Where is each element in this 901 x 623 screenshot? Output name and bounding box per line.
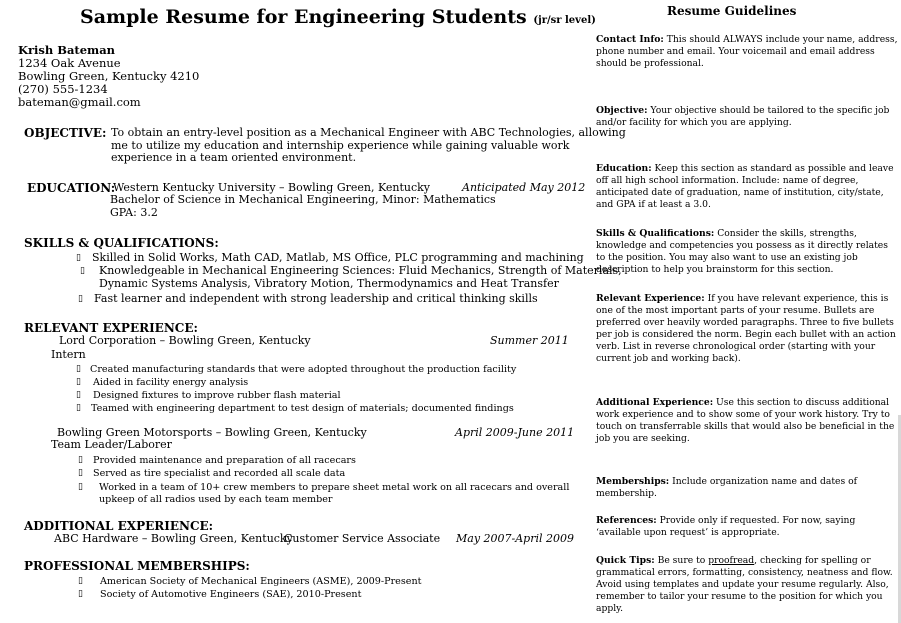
guide-objective <box>596 105 898 129</box>
education-date: Anticipated May 2012 <box>462 181 586 194</box>
bullet-icon: ▯ <box>76 377 81 387</box>
job1-bullet: Aided in facility energy analysis <box>93 377 249 388</box>
membership-item: American Society of Mechanical Engineers (ASME), 2009-Present <box>100 576 422 587</box>
bullet-icon: ▯ <box>78 294 83 304</box>
guide-relevant <box>596 293 898 365</box>
guide-label: Objective: <box>596 105 648 116</box>
contact-email: bateman@gmail.com <box>18 95 141 109</box>
guide-proofread: proofread <box>708 555 755 566</box>
skills-item: Fast learner and independent with strong leadership and critical thinking skills <box>94 292 538 305</box>
guide-education <box>596 163 898 211</box>
education-school: Western Kentucky University – Bowling Green, Kentucky <box>113 181 431 194</box>
bullet-icon: ▯ <box>76 403 81 413</box>
guide-text: Your objective should be tailored to the specific job and/or facility for which you are applying. <box>596 105 890 128</box>
guide-text: Provide only if requested. For now, saying ‘available upon request’ is appropriate. <box>596 515 856 538</box>
guide-additional <box>596 397 898 445</box>
objective-heading: OBJECTIVE: <box>24 126 107 140</box>
guide-label: References: <box>596 515 657 526</box>
guide-references <box>596 515 898 539</box>
education-degree: Bachelor of Science in Mechanical Engineering, Minor: Mathematics <box>110 193 496 206</box>
bullet-icon: ▯ <box>80 266 85 276</box>
guide-label: Skills & Qualifications: <box>596 228 715 239</box>
guide-text: Include organization name and dates of membership. <box>596 476 858 499</box>
guide-label: Quick Tips: <box>596 555 655 566</box>
additional-heading: ADDITIONAL EXPERIENCE: <box>24 519 214 533</box>
job2-role: Team Leader/Laborer <box>51 438 172 451</box>
job2-employer: Bowling Green Motorsports – Bowling Green, Kentucky <box>57 426 367 439</box>
job1-bullet: Teamed with engineering department to test design of materials; documented findings <box>91 403 514 414</box>
job1-bullet: Designed fixtures to improve rubber flash material <box>93 390 341 401</box>
guide-skills <box>596 228 898 276</box>
resume-title-text: Sample Resume for Engineering Students <box>80 6 527 28</box>
additional-role: Customer Service Associate <box>284 532 441 545</box>
additional-date: May 2007-April 2009 <box>456 532 575 545</box>
objective-line: experience in a team oriented environment. <box>111 151 357 164</box>
guide-memberships <box>596 476 898 500</box>
job1-role: Intern <box>51 348 86 361</box>
contact-name: Krish Bateman <box>18 43 116 57</box>
guide-contact <box>596 34 898 70</box>
experience-heading: RELEVANT EXPERIENCE: <box>24 321 198 335</box>
guide-quick-tips <box>596 555 898 615</box>
guide-label: Additional Experience: <box>596 397 714 408</box>
education-heading: EDUCATION: <box>27 181 116 195</box>
bullet-icon: ▯ <box>78 468 83 478</box>
guide-text: If you have relevant experience, this is one of the most important parts of your resume. Bullets are preferred over heavily worded paragraphs. Three to five bullets per job is considered the norm. Begin each bullet with an action verb. List in reverse chronological order (starting with your current job and working back). <box>596 293 896 364</box>
skills-item: Knowledgeable in Mechanical Engineering Sciences: Fluid Mechanics, Strength of Materials, <box>99 264 622 277</box>
membership-item: Society of Automotive Engineers (SAE), 2010-Present <box>100 589 362 600</box>
guide-text: , checking for spelling or grammatical errors, formatting, consistency, neatness and flow. Avoid using templates and update your resume regularly. Also, remember to tailor your resume to the position for which you apply. <box>596 555 893 614</box>
resume-title <box>80 6 596 28</box>
bullet-icon: ▯ <box>78 482 83 492</box>
guidelines-title: Resume Guidelines <box>667 4 797 18</box>
skills-heading: SKILLS & QUALIFICATIONS: <box>24 236 219 250</box>
skills-item: Skilled in Solid Works, Math CAD, Matlab, MS Office, PLC programming and machining <box>92 251 584 264</box>
bullet-icon: ▯ <box>76 253 81 263</box>
job1-date: Summer 2011 <box>490 334 569 347</box>
bullet-icon: ▯ <box>76 364 81 374</box>
contact-street: 1234 Oak Avenue <box>18 56 121 70</box>
guide-label: Contact Info: <box>596 34 664 45</box>
job1-employer: Lord Corporation – Bowling Green, Kentucky <box>59 334 311 347</box>
contact-phone: (270) 555-1234 <box>18 82 108 96</box>
additional-employer: ABC Hardware – Bowling Green, Kentucky <box>54 532 293 545</box>
job2-bullet: Provided maintenance and preparation of all racecars <box>93 455 356 466</box>
objective-line: me to utilize my education and internship experience while gaining valuable work <box>111 138 570 152</box>
bullet-icon: ▯ <box>78 455 83 465</box>
objective-text <box>111 127 626 165</box>
guide-label: Memberships: <box>596 476 670 487</box>
job2-date: April 2009-June 2011 <box>455 426 575 439</box>
bullet-icon: ▯ <box>76 390 81 400</box>
guide-label: Education: <box>596 163 652 174</box>
objective-line: To obtain an entry-level position as a Mechanical Engineer with ABC Technologies, allowing <box>111 126 626 139</box>
resume-title-note: (jr/sr level) <box>533 15 596 26</box>
guide-text: Consider the skills, strengths, knowledge and competencies you possess as it directly relates to the position. You may also want to use an existing job description to help you brainstorm for this section. <box>596 228 888 275</box>
job2-bullet-cont: upkeep of all radios used by each team member <box>99 494 333 505</box>
bullet-icon: ▯ <box>78 576 83 586</box>
job1-bullet: Created manufacturing standards that were adopted throughout the production facility <box>90 364 517 375</box>
memberships-heading: PROFESSIONAL MEMBERSHIPS: <box>24 559 250 573</box>
contact-city: Bowling Green, Kentucky 4210 <box>18 69 200 83</box>
guide-text: Use this section to discuss additional work experience and to show some of your work history. Try to touch on transferrable skills that would also be beneficial in the job you are seeking. <box>596 397 895 444</box>
guide-text-before: Be sure to <box>654 555 709 566</box>
job2-bullet: Served as tire specialist and recorded all scale data <box>93 468 346 479</box>
guide-text: Keep this section as standard as possible and leave off all high school information. Include: name of degree, anticipated date of graduation, name of institution, city/state, and GPA if at least a 3.0. <box>596 163 894 210</box>
guide-text: This should ALWAYS include your name, address, phone number and email. Your voicemail and email address should be professional. <box>596 34 898 69</box>
job2-bullet: Worked in a team of 10+ crew members to prepare sheet metal work on all racecars and overall <box>99 482 570 493</box>
contact-block <box>18 44 199 109</box>
bullet-icon: ▯ <box>78 589 83 599</box>
guide-label: Relevant Experience: <box>596 293 705 304</box>
education-gpa: GPA: 3.2 <box>110 206 158 219</box>
skills-item-cont: Dynamic Systems Analysis, Vibratory Motion, Thermodynamics and Heat Transfer <box>99 277 559 290</box>
